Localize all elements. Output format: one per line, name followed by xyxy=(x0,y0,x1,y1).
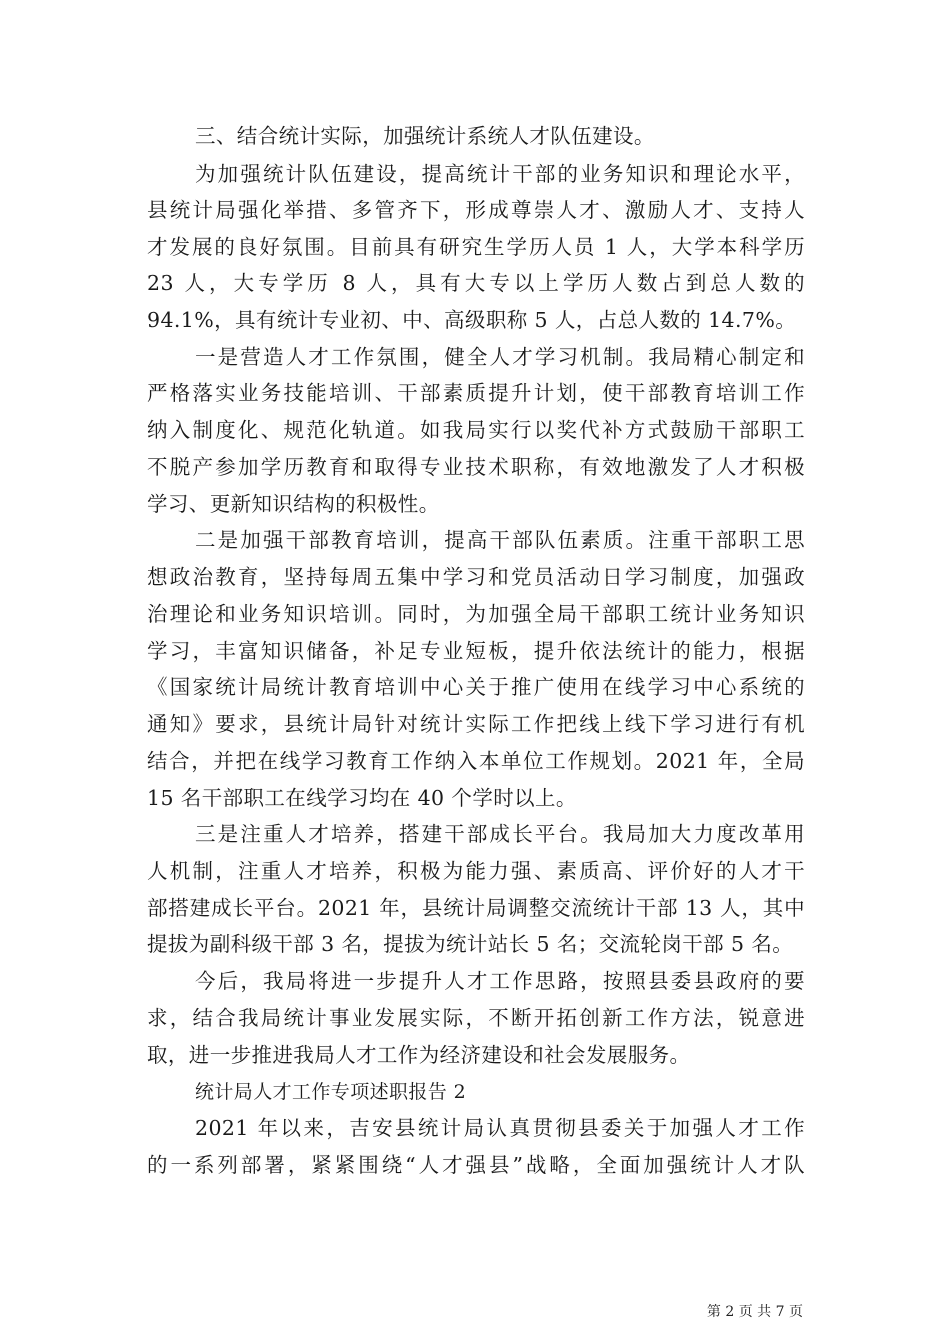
paragraph-line: 学习，丰富知识储备，补足专业短板，提升依法统计的能力，根据 xyxy=(147,639,805,663)
paragraph-line: 一是营造人才工作氛围，健全人才学习机制。我局精心制定和 xyxy=(195,345,805,369)
paragraph-line: 严格落实业务技能培训、干部素质提升计划，使干部教育培训工作 xyxy=(147,381,805,405)
paragraph-line: 23 人，大专学历 8 人，具有大专以上学历人数占到总人数的 xyxy=(147,271,805,295)
paragraph-line: 部搭建成长平台。2021 年，县统计局调整交流统计干部 13 人，其中 xyxy=(147,896,805,920)
paragraph-line: 结合，并把在线学习教育工作纳入本单位工作规划。2021 年，全局 xyxy=(147,749,805,773)
page-number: 第 2 页 共 7 页 xyxy=(706,1304,803,1320)
paragraph-line: 为加强统计队伍建设，提高统计干部的业务知识和理论水平， xyxy=(195,162,805,186)
report-subtitle: 统计局人才工作专项述职报告 2 xyxy=(195,1081,467,1103)
paragraph-line: 《国家统计局统计教育培训中心关于推广使用在线学习中心系统的 xyxy=(147,675,805,699)
paragraph-line: 94.1%，具有统计专业初、中、高级职称 5 人，占总人数的 14.7%。 xyxy=(147,308,797,332)
paragraph-line: 学习、更新知识结构的积极性。 xyxy=(147,492,440,516)
paragraph-line: 15 名干部职工在线学习均在 40 个学时以上。 xyxy=(147,786,577,810)
paragraph-line: 人机制，注重人才培养，积极为能力强、素质高、评价好的人才干 xyxy=(147,859,805,883)
paragraph-line: 才发展的良好氛围。目前具有研究生学历人员 1 人，大学本科学历 xyxy=(147,235,805,259)
paragraph-line: 三是注重人才培养，搭建干部成长平台。我局加大力度改革用 xyxy=(195,822,805,846)
paragraph-line: 通知》要求，县统计局针对统计实际工作把线上线下学习进行有机 xyxy=(147,712,805,736)
paragraph-line: 想政治教育，坚持每周五集中学习和党员活动日学习制度，加强政 xyxy=(147,565,805,589)
paragraph-line: 求，结合我局统计事业发展实际，不断开拓创新工作方法，锐意进 xyxy=(147,1006,805,1030)
paragraph-line: 二是加强干部教育培训，提高干部队伍素质。注重干部职工思 xyxy=(195,528,805,552)
paragraph-line: 2021 年以来，吉安县统计局认真贯彻县委关于加强人才工作 xyxy=(195,1116,805,1140)
paragraph-line: 县统计局强化举措、多管齐下，形成尊崇人才、激励人才、支持人 xyxy=(147,198,805,222)
paragraph-line: 治理论和业务知识培训。同时，为加强全局干部职工统计业务知识 xyxy=(147,602,805,626)
paragraph-line: 今后，我局将进一步提升人才工作思路，按照县委县政府的要 xyxy=(195,969,805,993)
paragraph-line: 取，进一步推进我局人才工作为经济建设和社会发展服务。 xyxy=(147,1043,691,1067)
paragraph-line: 纳入制度化、规范化轨道。如我局实行以奖代补方式鼓励干部职工 xyxy=(147,418,805,442)
paragraph-line: 不脱产参加学历教育和取得专业技术职称，有效地激发了人才积极 xyxy=(147,455,805,479)
section-heading: 三、结合统计实际，加强统计系统人才队伍建设。 xyxy=(195,124,655,148)
paragraph-line: 的一系列部署，紧紧围绕“人才强县”战略，全面加强统计人才队 xyxy=(147,1153,805,1177)
paragraph-line: 提拔为副科级干部 3 名，提拔为统计站长 5 名；交流轮岗干部 5 名。 xyxy=(147,932,794,956)
